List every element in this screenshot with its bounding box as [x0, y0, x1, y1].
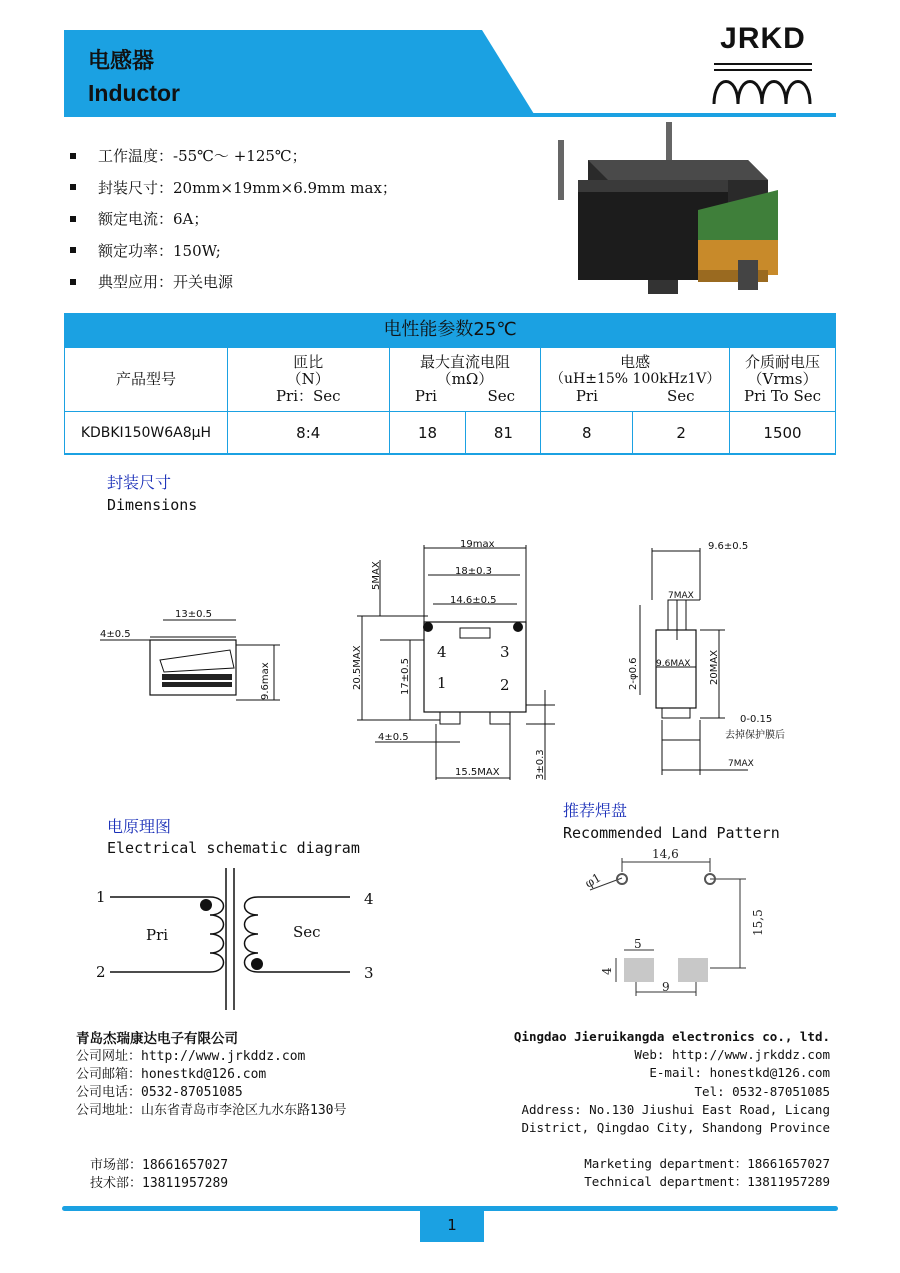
- dimensions-title-cn: 封装尺寸: [107, 473, 172, 492]
- dim-end-top: 7MAX: [668, 591, 694, 601]
- brand-name: JRKD: [720, 22, 806, 55]
- col-hipot: 介质耐电压 （Vrms） Pri To Sec: [730, 348, 836, 412]
- dim-top-footspan: 15.5MAX: [455, 767, 500, 778]
- pin-4-label: 4: [437, 643, 447, 661]
- departments-cn: [90, 1157, 228, 1193]
- company-name-en: Qingdao Jieruikangda electronics co., ltd.: [513, 1029, 830, 1044]
- land-padh: 4: [600, 967, 614, 975]
- sch-pin1: 1: [96, 888, 106, 906]
- mail-en[interactable]: E-mail: honestkd@126.com: [649, 1065, 830, 1081]
- dim-end-tol: 0-0.15: [740, 714, 773, 725]
- spec-item: 额定电流：6A；: [70, 203, 540, 235]
- sch-pin4: 4: [364, 890, 374, 908]
- dim-top-footh: 3±0.3: [535, 749, 546, 780]
- footer-contact-cn: [76, 1030, 346, 1120]
- col-model: 产品型号: [65, 348, 228, 412]
- dim-side-d: 4±0.5: [100, 629, 131, 640]
- cell-ind-pri: 8: [541, 412, 633, 454]
- technical-cn: 技术部：13811957289: [90, 1176, 229, 1191]
- dim-end-w: 9.6±0.5: [708, 541, 749, 552]
- footer-contact-en: [514, 1028, 830, 1137]
- sch-pri: Pri: [146, 926, 169, 944]
- schematic-title-en: Electrical schematic diagram: [107, 839, 360, 857]
- spec-item: 封装尺寸：20mm×19mm×6.9mm max；: [70, 172, 540, 204]
- mail-cn[interactable]: 公司邮箱：honestkd@126.com: [76, 1067, 267, 1082]
- dim-end-note: 去掉保护膜后: [725, 730, 785, 741]
- technical-en: Technical department：13811957289: [584, 1174, 830, 1189]
- dim-top-w2: 14.6±0.5: [450, 595, 497, 606]
- col-ratio: 匝比 （N） Pri：Sec: [227, 348, 389, 412]
- sch-pin3: 3: [364, 964, 374, 982]
- dim-side-w: 13±0.5: [175, 609, 213, 620]
- address-en-2: District, Qingdao City, Shandong Province: [521, 1120, 830, 1136]
- dim-top-htotal: 20.5MAX: [352, 645, 363, 690]
- pin-3-label: 3: [500, 643, 510, 661]
- sch-pin2: 2: [96, 963, 106, 981]
- web-cn[interactable]: 公司网址：http://www.jrkddz.com: [76, 1049, 306, 1064]
- departments-en: [584, 1155, 830, 1191]
- cell-hipot: 1500: [730, 412, 836, 454]
- cell-dcr-sec: 81: [466, 412, 541, 454]
- col-inductance: 电感 （uH±15% 100kHz1V） Pri Sec: [541, 348, 730, 412]
- cell-ind-sec: 2: [633, 412, 730, 454]
- dim-end-bottom: 7MAX: [728, 759, 754, 769]
- marketing-en: Marketing department：18661657027: [584, 1156, 830, 1171]
- dim-end-bodyw: 9.6MAX: [656, 659, 691, 669]
- land-title-cn: 推荐焊盘: [563, 801, 628, 820]
- title-cn: 电感器: [88, 49, 155, 74]
- pin-1-label: 1: [437, 674, 447, 692]
- dim-top-htop: 5MAX: [371, 561, 382, 590]
- web-en[interactable]: Web: http://www.jrkddz.com: [634, 1047, 830, 1063]
- dim-top-w1: 18±0.3: [455, 566, 493, 577]
- dim-top-hbody: 17±0.5: [400, 657, 411, 695]
- land-height: 15,5: [751, 909, 765, 936]
- tel-en: Tel: 0532-87051085: [694, 1083, 830, 1099]
- pin-2-label: 2: [500, 676, 510, 694]
- dim-top-wmax: 19max: [460, 539, 495, 550]
- dimensions-title-en: Dimensions: [107, 496, 198, 514]
- col-dcr: 最大直流电阻 （mΩ） Pri Sec: [389, 348, 541, 412]
- title-en: Inductor: [88, 80, 180, 106]
- dim-side-h: 9.6max: [260, 662, 271, 700]
- dim-end-h: 20MAX: [709, 649, 720, 685]
- land-hole: φ1: [582, 870, 604, 891]
- land-pattern-drawing: [583, 847, 766, 996]
- land-padw: 5: [634, 937, 642, 951]
- spec-item: 典型应用：开关电源: [70, 266, 540, 298]
- address-cn: 公司地址：山东省青岛市李沧区九水东路130号: [76, 1103, 347, 1118]
- tel-cn: 公司电话：0532-87051085: [76, 1085, 243, 1100]
- schematic-title-cn: 电原理图: [107, 817, 172, 836]
- land-title-en: Recommended Land Pattern: [563, 824, 780, 842]
- cell-ratio: 8:4: [227, 412, 389, 454]
- cell-dcr-pri: 18: [389, 412, 466, 454]
- land-pitch: 9: [662, 980, 670, 994]
- cell-model: KDBKI150W6A8μH: [65, 412, 228, 454]
- spec-item: 额定功率：150W;: [70, 235, 540, 267]
- table-title: 电性能参数25℃: [64, 313, 836, 347]
- land-span: 14,6: [652, 847, 679, 861]
- company-name-cn: 青岛杰瑞康达电子有限公司: [76, 1031, 238, 1047]
- marketing-cn: 市场部：18661657027: [90, 1158, 229, 1173]
- dim-end-pin: 2-φ0.6: [628, 657, 639, 690]
- sch-sec: Sec: [293, 923, 321, 941]
- page-number: 1: [420, 1208, 484, 1242]
- address-en-1: Address: No.130 Jiushui East Road, Licang: [521, 1101, 830, 1117]
- spec-item: 工作温度：-55℃～ +125℃；: [70, 140, 540, 172]
- dim-top-foot: 4±0.5: [378, 732, 409, 743]
